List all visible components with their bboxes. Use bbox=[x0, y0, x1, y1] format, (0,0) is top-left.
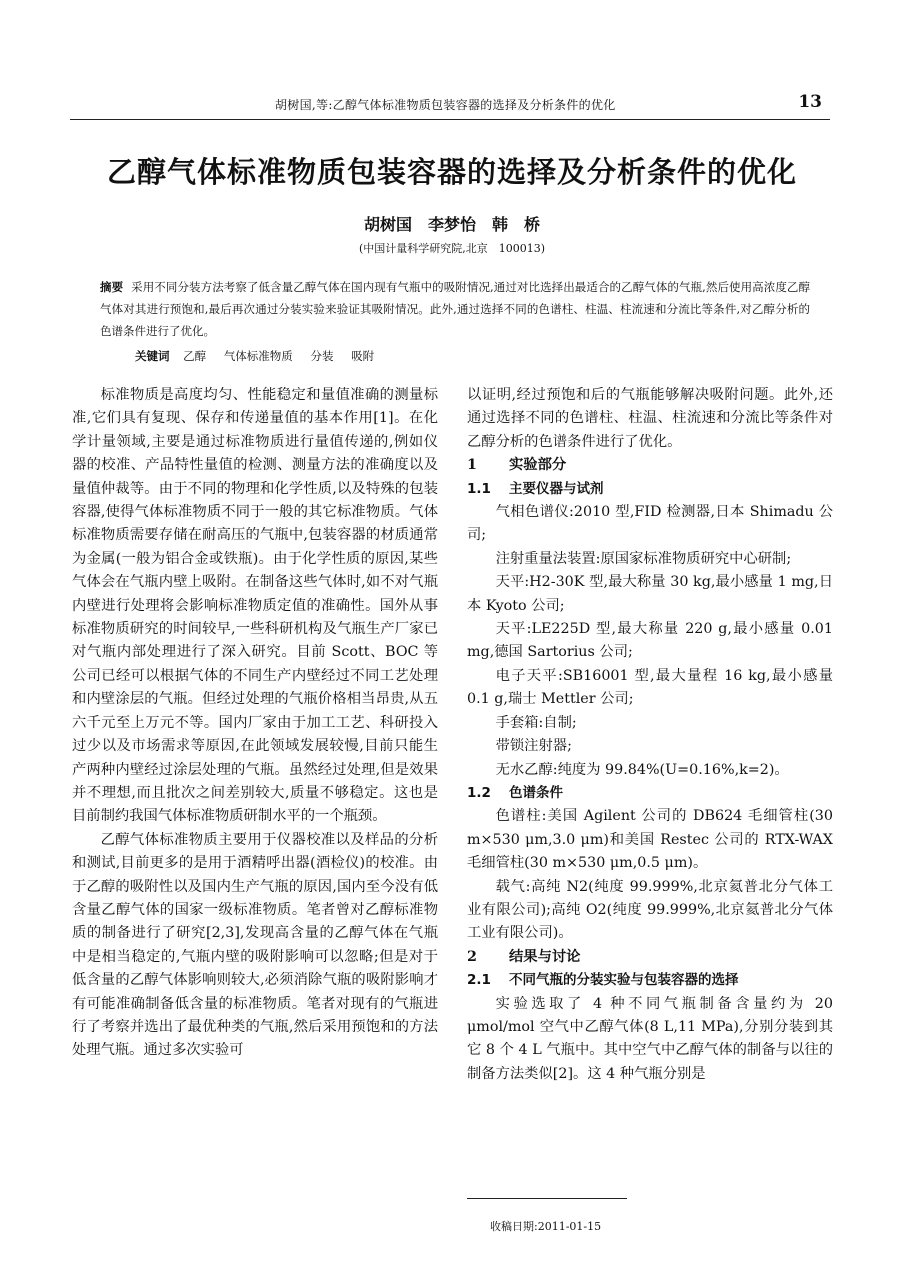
keyword: 气体标准物质 bbox=[223, 349, 293, 363]
intro-paragraph-2: 乙醇气体标准物质主要用于仪器校准以及样品的分析和测试,目前更多的是用于酒精呼出器(酒检仪)的校准。由于乙醇的吸附性以及国内生产气瓶的原因,国内至今没有低含量乙醇气体的国家一级标准物质。笔者曾对乙醇标准物质的制备进行了研究[2,3],发现高含量的乙醇气体在气瓶中是相当稳定的,气瓶内壁的吸附影响可以忽略;但是对于低含量的乙醇气体影响则较大,必须消除气瓶的吸附影响才有可能准确制备低含量的标准物质。笔者对现有的气瓶进行了考察并选出了最优种类的气瓶,然后采用预饱和的方法处理气瓶。通过多次实验可 bbox=[72, 831, 438, 1059]
instrument-item: 手套箱:自制; bbox=[495, 714, 577, 731]
instrument-item: 气相色谱仪:2010 型,FID 检测器,日本 Shimadu 公司; bbox=[467, 504, 833, 544]
subsection-heading: 1.2 色谱条件 bbox=[467, 784, 563, 801]
abstract-text: 采用不同分装方法考察了低含量乙醇气体在国内现有气瓶中的吸附情况,通过对比选择出最适合的乙醇气体的气瓶,然后使用高浓度乙醇气体对其进行预饱和,最后再次通过分装实验来验证其吸附情况。此外,通过选择不同的色谱柱、柱温、柱流速和分流比等条件,对乙醇分析的色谱条件进行了优化。 bbox=[100, 280, 810, 338]
abstract bbox=[100, 276, 810, 342]
header-rule bbox=[70, 119, 830, 120]
authors: 胡树国 李梦怡 韩 桥 bbox=[363, 215, 540, 234]
article-title: 乙醇气体标准物质包装容器的选择及分析条件的优化 bbox=[106, 155, 797, 189]
keyword: 吸附 bbox=[351, 349, 375, 363]
instrument-item: 注射重量法装置:原国家标准物质研究中心研制; bbox=[495, 550, 792, 567]
intro-continuation: 以证明,经过预饱和后的气瓶能够解决吸附问题。此外,还通过选择不同的色谱柱、柱温、柱流速和分流比等条件对乙醇分析的色谱条件进行了优化。 bbox=[467, 387, 833, 450]
instrument-item: 电子天平:SB16001 型,最大量程 16 kg,最小感量 0.1 g,瑞士 Mettler 公司; bbox=[467, 667, 833, 708]
subsection-heading: 1.1 主要仪器与试剂 bbox=[467, 480, 604, 497]
left-column bbox=[72, 384, 438, 1063]
instrument-item: 天平:LE225D 型,最大称量 220 g,最小感量 0.01 mg,德国 Sartorius 公司; bbox=[467, 621, 833, 661]
running-title: 胡树国,等:乙醇气体标准物质包装容器的选择及分析条件的优化 bbox=[275, 98, 616, 112]
instrument-item: 无水乙醇:纯度为 99.84%(U=0.16%,k=2)。 bbox=[495, 761, 789, 778]
abstract-label: 摘要 bbox=[100, 280, 124, 294]
running-header bbox=[70, 92, 830, 120]
instrument-item: 带锁注射器; bbox=[495, 738, 572, 755]
section-heading: 1 实验部分 bbox=[467, 457, 567, 474]
chromatography-paragraph: 载气:高纯 N2(纯度 99.999%,北京氦普北分气体工业有限公司);高纯 O2(纯度 99.999%,北京氦普北分气体工业有限公司)。 bbox=[467, 878, 833, 942]
intro-paragraph-1: 标准物质是高度均匀、性能稳定和量值准确的测量标准,它们具有复现、保存和传递量值的基本作用[1]。在化学计量领域,主要是通过标准物质进行量值传递的,例如仪器的校准、产品特性量值的检测、测量方法的准确度以及量值仲裁等。由于不同的物理和化学性质,以及特殊的包装容器,使得气体标准物质不同于一般的其它标准物质。气体标准物质需要存储在耐高压的气瓶中,包装容器的材质通常为金属(一般为铝合金或铁瓶)。由于化学性质的原因,某些气体会在气瓶内壁上吸附。在制备这些气体时,如不对气瓶内壁进行处理将会影响标准物质定值的准确性。国外从事标准物质研究的时间较早,一些科研机构及气瓶生产厂家已对气瓶内部处理进行了深入研究。目前 Scott、BOC 等公司已经可以根据气体的不同生产内壁经过不同工艺处理和内壁涂层的气瓶。但经过处理的气瓶价格相当昂贵,从五六千元至上万元不等。国内厂家由于加工工艺、科研投入过少以及市场需求等原因,在此领域发展较慢,目前只能生产两种内壁经过涂层处理的气瓶。虽然经过处理,但是效果并不理想,而且批次之间差别较大,质量不够稳定。这也是目前制约我国气体标准物质研制水平的一个瓶颈。 bbox=[72, 387, 438, 825]
received-date: 收稿日期:2011-01-15 bbox=[490, 1220, 602, 1233]
keyword: 分装 bbox=[310, 349, 334, 363]
keyword: 乙醇 bbox=[183, 349, 207, 363]
keywords bbox=[135, 348, 388, 364]
right-column bbox=[467, 384, 833, 1086]
page-number: 13 bbox=[798, 92, 822, 112]
chromatography-paragraph: 色谱柱:美国 Agilent 公司的 DB624 毛细管柱(30 m×530 μm,3.0 μm)和美国 Restec 公司的 RTX-WAX 毛细管柱(30 m×530 μm,0.5 μm)。 bbox=[467, 808, 833, 872]
affiliation: (中国计量科学研究院,北京 100013) bbox=[358, 242, 546, 255]
footnote-rule bbox=[467, 1198, 627, 1199]
instrument-item: 天平:H2-30K 型,最大称量 30 kg,最小感量 1 mg,日本 Kyoto 公司; bbox=[467, 574, 833, 614]
section-heading: 2 结果与讨论 bbox=[467, 948, 581, 965]
results-paragraph: 实验选取了 4 种不同气瓶制备含量约为 20 μmol/mol 空气中乙醇气体(8 L,11 MPa),分别分装到其它 8 个 4 L 气瓶中。其中空气中乙醇气体的制备与以往的制备方法类似[2]。这 4 种气瓶分别是 bbox=[467, 995, 833, 1082]
keywords-label: 关键词 bbox=[135, 349, 170, 363]
subsection-heading: 2.1 不同气瓶的分装实验与包装容器的选择 bbox=[467, 972, 739, 989]
